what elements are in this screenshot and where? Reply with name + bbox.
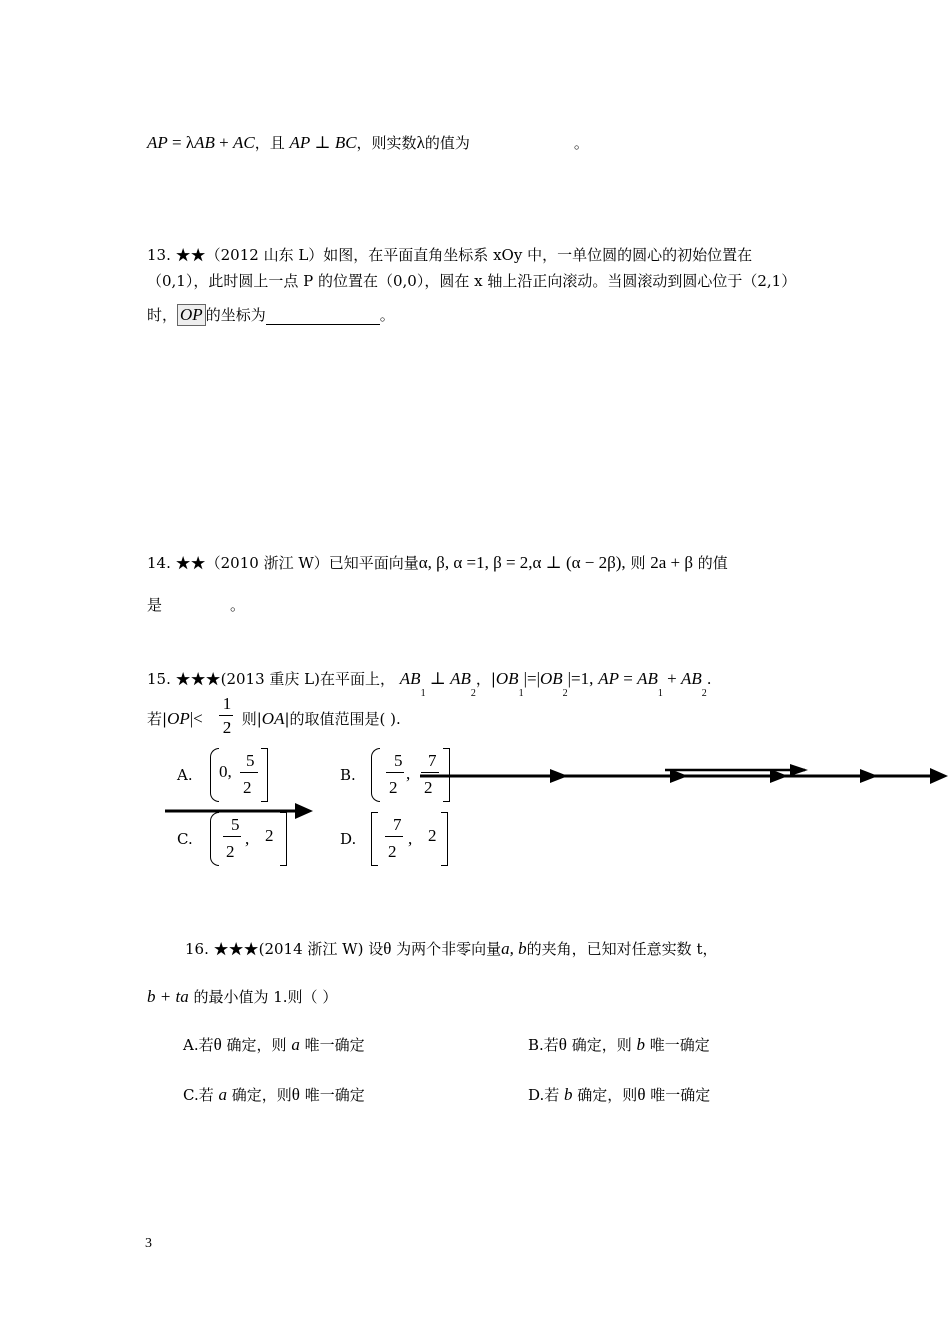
less-than: |< <box>189 709 203 728</box>
vector-ab1: AB <box>399 669 421 688</box>
option-b-num1: 5 <box>394 751 403 770</box>
option-c-comma: , <box>245 829 250 848</box>
vector-bc: BC <box>334 133 357 152</box>
q13-line1: 13. ★★（2012 山东 L）如图，在平面直角坐标系 xOy 中，一单位圆的圆心的初始位置在 <box>147 246 753 264</box>
vector-ap-2: AP <box>289 133 311 152</box>
left-paren <box>371 748 380 802</box>
option-b-label[interactable]: B. <box>340 766 356 784</box>
vector-b: b <box>636 1035 645 1054</box>
vector-ac: AC <box>233 133 255 152</box>
subscript: 2 <box>562 688 568 699</box>
option-d-label[interactable]: D. <box>340 830 357 848</box>
q12-value-text: 的值为 <box>424 134 470 152</box>
q14-end: 。 <box>230 596 246 614</box>
right-bracket <box>261 748 268 802</box>
plus-sign: + <box>214 133 233 152</box>
vector-ab: AB <box>194 133 215 152</box>
q15-if: 若| <box>147 710 168 728</box>
theta-symbol: θ <box>291 1085 300 1104</box>
option-c-num: 5 <box>231 815 240 834</box>
vector-ob2: OB <box>539 669 563 688</box>
vector-ab2: AB <box>450 669 471 688</box>
q16-option-d[interactable]: D.若 b 确定，则θ 唯一确定 <box>528 1085 711 1104</box>
answer-blank[interactable] <box>266 306 380 325</box>
q16-expression: b + ta <box>147 987 189 1006</box>
option-d-comma: , <box>408 829 413 848</box>
q16-prefix: 16. ★★★(2014 浙江 W) 设 <box>185 940 384 958</box>
q13-prefix: 时， <box>147 306 178 324</box>
option-b-num2: 7 <box>428 751 437 770</box>
arrow-artifact-short <box>165 800 315 822</box>
option-b-den1: 2 <box>389 778 398 797</box>
q16-option-a[interactable]: A.若θ 确定，则 a 唯一确定 <box>183 1035 365 1054</box>
equals-sign: = <box>167 133 186 152</box>
option-d-right: 2 <box>428 826 437 845</box>
vector-oa: OA <box>261 709 285 728</box>
q14-line1 <box>147 552 728 573</box>
fraction-bar <box>223 836 241 837</box>
q15-line2 <box>147 708 401 729</box>
q16-text: 为两个非零向量 <box>391 940 502 958</box>
vectors-ab: a, b <box>501 939 527 958</box>
equals-sign: = <box>618 669 638 688</box>
equals-one: |=1, <box>567 669 594 688</box>
q14-condition: α, β, α =1, β = 2,α ⊥ (α − 2β), <box>418 553 626 572</box>
page-number: 3 <box>145 1236 152 1251</box>
fraction-bar <box>386 772 404 773</box>
fraction-half-den: 2 <box>222 718 232 737</box>
left-paren <box>210 748 219 802</box>
option-a-left: 0, <box>219 762 232 781</box>
perp-sign: ⊥ <box>425 669 451 688</box>
lambda-symbol: λ <box>185 133 195 152</box>
q14-value-text: 的值 <box>693 554 728 572</box>
plus-sign: + <box>662 669 681 688</box>
q13-coord-text: 的坐标为 <box>205 306 266 324</box>
q15-range-text: |的取值范围是( ). <box>284 710 401 728</box>
subscript: 2 <box>701 688 707 699</box>
q15-prefix: 15. ★★★(2013 重庆 L)在平面上， <box>147 670 395 688</box>
option-c-right: 2 <box>265 826 274 845</box>
subscript: 1 <box>657 688 663 699</box>
arrow-artifact-long <box>420 764 950 788</box>
equals-sign: |=| <box>523 669 540 688</box>
q16-text-2: 的夹角，已知对任意实数 t， <box>526 940 718 958</box>
vector-b: b <box>564 1085 573 1104</box>
theta-symbol: θ <box>213 1035 222 1054</box>
vector-op-image: OP <box>177 304 206 326</box>
theta-symbol: θ <box>558 1035 567 1054</box>
subscript: 2 <box>470 688 476 699</box>
q12-and-text: ，且 <box>254 134 285 152</box>
subscript: 1 <box>420 688 426 699</box>
q15-then: ，则| <box>226 710 262 728</box>
perp-sign: ⊥ <box>310 133 335 152</box>
right-bracket <box>441 812 448 866</box>
option-c-label[interactable]: C. <box>177 830 193 848</box>
fraction-bar <box>240 772 258 773</box>
q16-line2 <box>147 986 337 1007</box>
vector-ab2: AB <box>680 669 702 688</box>
q16-line1 <box>185 938 717 959</box>
fraction-bar <box>385 836 403 837</box>
q12-then-text: ，则实数 <box>356 134 417 152</box>
q14-line2-text: 是 <box>147 596 163 614</box>
q14-line2 <box>147 594 245 615</box>
option-a-den: 2 <box>243 778 252 797</box>
q13-line3 <box>147 304 395 326</box>
option-b-den2: 2 <box>424 778 433 797</box>
q14-expression: 2a + β <box>650 553 694 572</box>
q14-prefix: 14. ★★（2010 浙江 W）已知平面向量 <box>147 554 419 572</box>
q12-line <box>147 132 589 153</box>
subscript: 1 <box>518 688 524 699</box>
q14-then: 则 <box>625 554 651 572</box>
vector-a: a <box>291 1035 300 1054</box>
q12-end: 。 <box>573 134 589 152</box>
theta-symbol: θ <box>637 1085 646 1104</box>
vector-op: OP <box>167 709 190 728</box>
option-c-den: 2 <box>226 842 235 861</box>
q16-option-c[interactable]: C.若 a 确定，则θ 唯一确定 <box>183 1085 365 1104</box>
option-d-num: 7 <box>393 815 402 834</box>
vector-ap: AP <box>598 669 619 688</box>
q16-line2-text: 的最小值为 1.则（ ） <box>188 988 338 1006</box>
option-a-label[interactable]: A. <box>177 766 193 784</box>
option-d-den: 2 <box>388 842 397 861</box>
lambda-symbol-2: λ <box>416 133 425 152</box>
q16-option-b[interactable]: B.若θ 确定，则 b 唯一确定 <box>528 1035 710 1054</box>
period: . <box>706 670 712 688</box>
left-bracket <box>371 812 378 866</box>
q13-line2: （0,1），此时圆上一点 P 的位置在（0,0），圆在 x 轴上沿正向滚动。当圆滚动到圆心位于（2,1） <box>147 272 797 290</box>
vector-ab1: AB <box>637 669 658 688</box>
option-a-num: 5 <box>246 751 255 770</box>
vector-ap: AP <box>147 133 168 152</box>
fraction-bar <box>219 715 233 716</box>
theta-symbol: θ <box>383 939 392 958</box>
fraction-half-num: 1 <box>222 694 232 713</box>
vector-a: a <box>218 1085 227 1104</box>
q15-separator: ，| <box>475 670 496 688</box>
vector-ob1: OB <box>495 669 519 688</box>
option-b-comma: , <box>406 764 411 783</box>
q15-line1 <box>147 668 712 699</box>
q13-end: 。 <box>379 306 395 324</box>
